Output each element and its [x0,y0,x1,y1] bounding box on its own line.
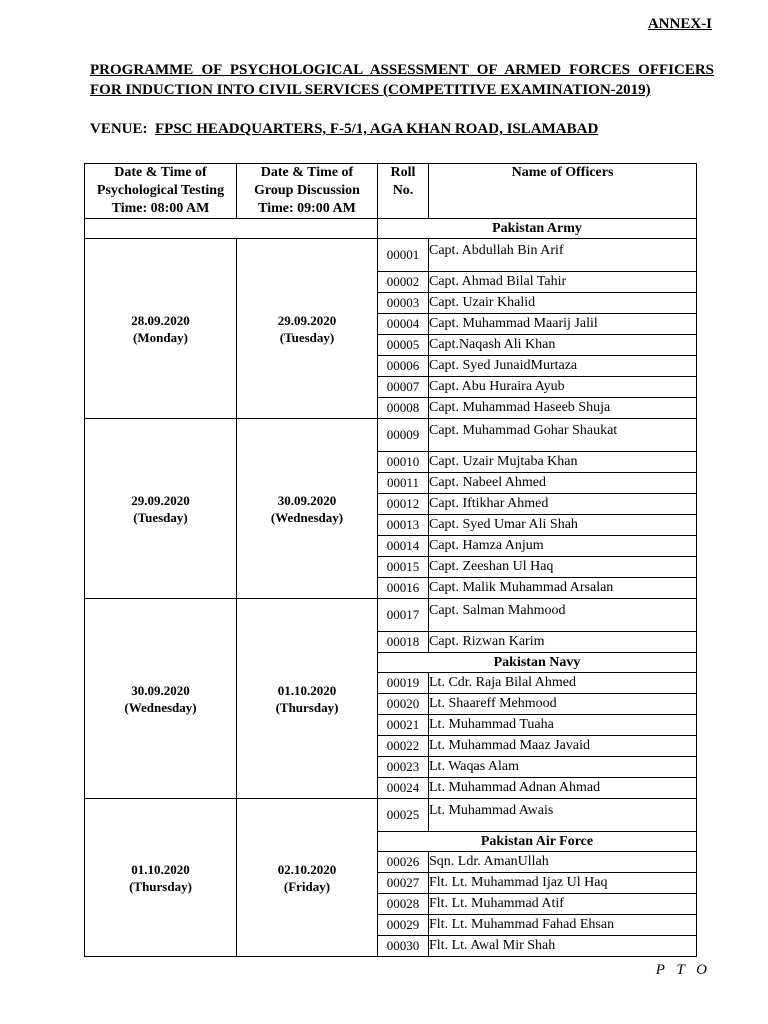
roll-number-cell: 00015 [378,557,429,578]
roll-number-cell: 00023 [378,757,429,778]
table-row [85,239,697,272]
officer-name-cell: Capt. Salman Mahmood [429,599,697,632]
header-psych-testing: Date & Time of Psychological Testing Time: 08:00 AM [85,164,237,219]
roll-number-cell: 00001 [378,239,429,272]
roll-number-cell: 00020 [378,694,429,715]
roll-number-cell: 00022 [378,736,429,757]
officer-name-cell: Flt. Lt. Muhammad Fahad Ehsan [429,915,697,936]
officer-name-cell: Lt. Waqas Alam [429,757,697,778]
officer-name-cell: Capt. Ahmad Bilal Tahir [429,272,697,293]
roll-number-cell: 00030 [378,936,429,957]
roll-number-cell: 00014 [378,536,429,557]
venue-label: VENUE: [90,121,148,137]
officer-name-cell: Capt. Muhammad Gohar Shaukat [429,419,697,452]
group-heading: Pakistan Air Force [378,832,697,852]
officer-name-cell: Lt. Cdr. Raja Bilal Ahmed [429,673,697,694]
roll-number-cell: 00011 [378,473,429,494]
roll-number-cell: 00016 [378,578,429,599]
group-discussion-date-cell: 02.10.2020 (Friday) [237,799,378,957]
officer-name-cell: Flt. Lt. Awal Mir Shah [429,936,697,957]
psych-test-date-cell: 30.09.2020 (Wednesday) [85,599,237,799]
officer-name-cell: Capt. Abu Huraira Ayub [429,377,697,398]
table-header-row [85,164,697,219]
officer-name-cell: Capt. Syed Umar Ali Shah [429,515,697,536]
officer-name-cell: Flt. Lt. Muhammad Atif [429,894,697,915]
officer-name-cell: Sqn. Ldr. AmanUllah [429,852,697,873]
table-row [85,419,697,452]
officer-name-cell: Lt. Muhammad Tuaha [429,715,697,736]
venue-value: FPSC HEADQUARTERS, F-5/1, AGA KHAN ROAD, ISLAMABAD [155,121,599,137]
group-heading: Pakistan Navy [378,653,697,673]
roll-number-cell: 00026 [378,852,429,873]
officer-name-cell: Capt. Hamza Anjum [429,536,697,557]
officer-name-cell: Capt. Muhammad Maarij Jalil [429,314,697,335]
page-turn-note: P T O [655,962,711,978]
officer-name-cell: Capt. Uzair Mujtaba Khan [429,452,697,473]
psych-test-date-cell: 29.09.2020 (Tuesday) [85,419,237,599]
schedule-table [84,163,697,957]
officer-name-cell: Flt. Lt. Muhammad Ijaz Ul Haq [429,873,697,894]
officer-name-cell: Capt. Malik Muhammad Arsalan [429,578,697,599]
group-discussion-date-cell: 01.10.2020 (Thursday) [237,599,378,799]
group-discussion-date-cell: 30.09.2020 (Wednesday) [237,419,378,599]
roll-number-cell: 00028 [378,894,429,915]
officer-name-cell: Capt. Syed JunaidMurtaza [429,356,697,377]
group-heading: Pakistan Army [378,219,697,239]
roll-number-cell: 00019 [378,673,429,694]
officer-name-cell: Capt. Rizwan Karim [429,632,697,653]
roll-number-cell: 00009 [378,419,429,452]
officer-name-cell: Capt. Muhammad Haseeb Shuja [429,398,697,419]
roll-number-cell: 00002 [378,272,429,293]
roll-number-cell: 00024 [378,778,429,799]
document-title: PROGRAMME OF PSYCHOLOGICAL ASSESSMENT OF ARMED FORCES OFFICERS FOR INDUCTION INTO CIVIL SERVICES (COMPETITIVE EXAMINATION-2019) [90,62,714,98]
roll-number-cell: 00010 [378,452,429,473]
officer-name-cell: Capt. Nabeel Ahmed [429,473,697,494]
officer-name-cell: Lt. Muhammad Maaz Javaid [429,736,697,757]
officer-name-cell: Lt. Shaareff Mehmood [429,694,697,715]
officer-name-cell: Lt. Muhammad Awais [429,799,697,832]
header-group-discussion: Date & Time of Group Discussion Time: 09:00 AM [237,164,378,219]
roll-number-cell: 00027 [378,873,429,894]
group-discussion-date-cell: 29.09.2020 (Tuesday) [237,239,378,419]
officer-name-cell: Lt. Muhammad Adnan Ahmad [429,778,697,799]
roll-number-cell: 00012 [378,494,429,515]
roll-number-cell: 00004 [378,314,429,335]
table-row [85,799,697,832]
roll-number-cell: 00005 [378,335,429,356]
group-row [85,219,697,239]
roll-number-cell: 00008 [378,398,429,419]
officer-name-cell: Capt. Iftikhar Ahmed [429,494,697,515]
psych-test-date-cell: 01.10.2020 (Thursday) [85,799,237,957]
annex-label: ANNEX-I [647,16,712,32]
roll-number-cell: 00029 [378,915,429,936]
venue-line [90,121,598,138]
header-officer-name: Name of Officers [429,164,697,219]
officer-name-cell: Capt. Uzair Khalid [429,293,697,314]
table-row [85,599,697,632]
roll-number-cell: 00025 [378,799,429,832]
psych-test-date-cell: 28.09.2020 (Monday) [85,239,237,419]
officer-name-cell: Capt. Zeeshan Ul Haq [429,557,697,578]
roll-number-cell: 00021 [378,715,429,736]
roll-number-cell: 00018 [378,632,429,653]
header-roll-no: Roll No. [378,164,429,219]
roll-number-cell: 00007 [378,377,429,398]
roll-number-cell: 00003 [378,293,429,314]
officer-name-cell: Capt.Naqash Ali Khan [429,335,697,356]
roll-number-cell: 00013 [378,515,429,536]
roll-number-cell: 00006 [378,356,429,377]
roll-number-cell: 00017 [378,599,429,632]
officer-name-cell: Capt. Abdullah Bin Arif [429,239,697,272]
